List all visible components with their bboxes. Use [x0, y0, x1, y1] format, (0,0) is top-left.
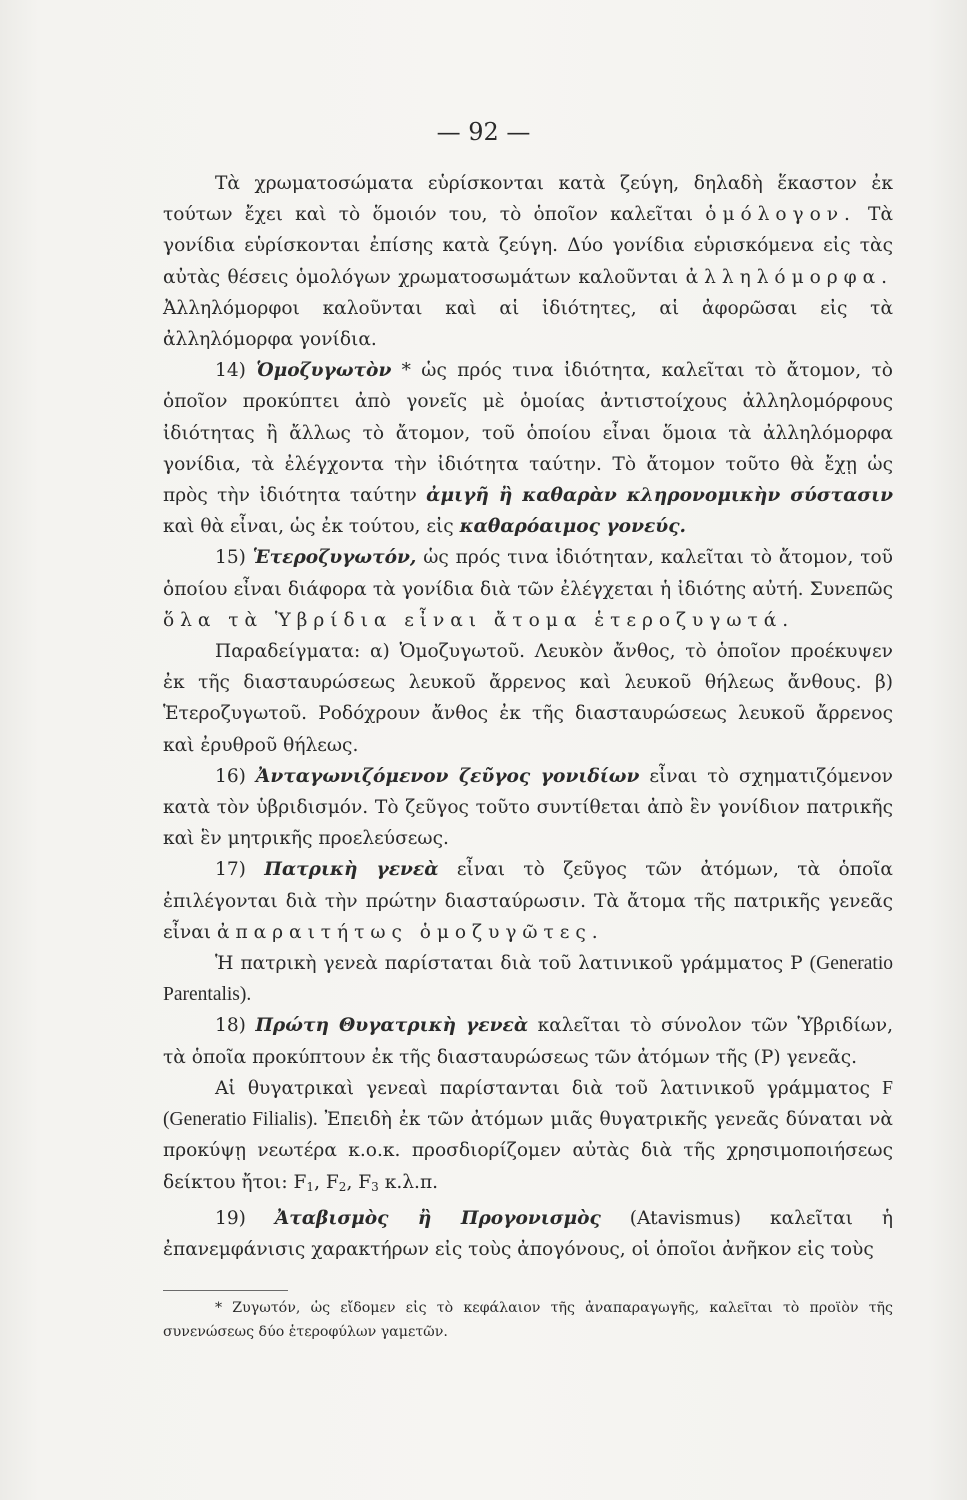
- text-run: , F: [314, 1171, 339, 1193]
- term-atavism: Ἀταβισμὸς ἢ Προγονισμὸς: [274, 1207, 601, 1229]
- text-run: κ.λ.π.: [378, 1171, 439, 1193]
- paragraph-19-atavism: [163, 1203, 893, 1265]
- subscript-index: 3: [371, 1179, 379, 1194]
- text-run: εἶναι τὸ ζεῦγος τῶν ἀτόμων, τὰ ὁποῖα ἐπιλέγονται διὰ τὴν πρώτην διασταύρωσιν. Τὰ ἄτομα τῆς πατρικῆς γενεᾶς εἶναι: [163, 859, 893, 943]
- paragraph-parental-symbol: [163, 948, 893, 1010]
- text-run: , F: [346, 1171, 372, 1193]
- paragraph-14-homozygous: [163, 355, 893, 542]
- term-pure-heredity: ἀμιγῆ ἢ καθαρὰν κληρονομικὴν σύστασιν: [426, 485, 893, 507]
- term-parental-generation: Πατρικὴ γενεὰ: [264, 859, 439, 881]
- term-heterozygous: Ἑτεροζυγωτόν,: [252, 547, 417, 569]
- text-run: * ὡς πρός τινα ἰδιότητα, καλεῖται τὸ ἄτομον, τὸ ὁποῖον προκύπτει ἀπὸ γονεῖς μὲ ὁμοίας ἀντιστοίχους ἀλληλομόρφους ἰδιότητας ἢ ἄλλως τὸ ἄτομον, τοῦ ὁποίου εἶναι ὅμοια τὰ ἀλληλόμορφα γονίδια, τὰ ἐλέγχοντα τὴν ἰδιότητα ταύτην. Τὸ ἄτομον τοῦτο θὰ ἔχῃ ὡς πρὸς τὴν ἰδιότητα ταύτην: [163, 360, 894, 507]
- item-number: 16): [215, 765, 256, 787]
- subscript-index: 1: [306, 1179, 315, 1194]
- text-run: Αἱ θυγατρικαὶ γενεαὶ παρίστανται διὰ τοῦ λατινικοῦ γράμματος: [215, 1077, 883, 1099]
- text-run: Ἡ πατρικὴ γενεὰ παρίσταται διὰ τοῦ λατινικοῦ γράμματος P: [215, 953, 810, 975]
- item-number: 18): [215, 1015, 256, 1037]
- text-run: Ἀλληλόμορφοι καλοῦνται καὶ αἱ ἰδιότητες, αἱ ἀφορῶσαι εἰς τὰ ἀλληλόμορφα γονίδια.: [163, 297, 893, 351]
- term-competing-gene-pair: Ἀνταγωνιζόμενον ζεῦγος γονιδίων: [255, 765, 640, 787]
- item-number: 19): [215, 1207, 275, 1229]
- paragraph-homologous: [163, 168, 893, 355]
- paragraph-filial-symbol: [163, 1073, 893, 1203]
- term-homozygous: Ὁμοζυγωτὸν: [256, 360, 392, 382]
- paragraph-18-first-filial: [163, 1010, 893, 1072]
- footnote: [163, 1296, 893, 1344]
- subscript-index: 2: [338, 1179, 347, 1194]
- text-run: Τὰ γονίδια εὑρίσκονται ἐπίσης κατὰ ζεύγη. Δύο γονίδια εὑρισκόμενα εἰς τὰς αὐτὰς θέσεις ὁμολόγων χρωματοσωμάτων καλοῦνται: [163, 204, 893, 288]
- paragraph-16-competing-pair: [163, 761, 893, 855]
- term-first-filial-generation: Πρώτη Θυγατρικὴ γενεὰ: [255, 1015, 529, 1037]
- spaced-term-allelomorph: ἀλληλόμορφα.: [685, 266, 893, 288]
- text-run: Ἐπειδὴ ἐκ τῶν ἀτόμων μιᾶς θυγατρικῆς γενεᾶς δύναται νὰ προκύψῃ νεωτέρα κ.ο.κ. προσδιορίζομεν αὐτὰς διὰ τῆς χρησιμοποιήσεως δείκτου ἤτοι: F: [163, 1109, 893, 1193]
- footnote-text: * Ζυγωτόν, ὡς εἴδομεν εἰς τὸ κεφάλαιον τῆς ἀναπαραγωγῆς, καλεῖται τὸ προϊὸν τῆς συνενώσεως δύο ἑτεροφύλων γαμετῶν.: [163, 1300, 893, 1340]
- item-number: 17): [215, 859, 265, 881]
- footnote-divider: [163, 1290, 288, 1291]
- body-text: [163, 168, 893, 1265]
- text-run: εἶναι τὸ σχηματιζόμενον κατὰ τὸν ὑβριδισμόν. Τὸ ζεῦγος τοῦτο συντίθεται ἀπὸ ἓν γονίδιον πατρικῆς καὶ ἓν μητρικῆς προελεύσεως.: [163, 765, 893, 850]
- latin-term-filialis: F (Generatio Filialis).: [163, 1077, 893, 1131]
- paragraph-examples: Παραδείγματα: α) Ὁμοζυγωτοῦ. Λευκὸν ἄνθος, τὸ ὁποῖον προέκυψεν ἐκ τῆς διασταυρώσεως λευκοῦ ἄρρενος καὶ λευκοῦ θήλεως ἄνθους. β) Ἑτεροζυγωτοῦ. Ροδόχρουν ἄνθος ἐκ τῆς διασταυρώσεως λευκοῦ ἄρρενος καὶ ἐρυθροῦ θήλεως.: [163, 641, 893, 756]
- latin-term-parentalis: (Generatio Parentalis).: [163, 953, 893, 1006]
- spaced-term-homologous: ὁμόλογον.: [705, 204, 856, 226]
- text-run: καλεῖται τὸ σύνολον τῶν Ὑβριδίων, τὰ ὁποῖα προκύπτουν ἐκ τῆς διασταυρώσεως τῶν ἀτόμων τῆς (P) γενεᾶς.: [163, 1015, 894, 1068]
- item-number: 14): [215, 360, 257, 382]
- spaced-statement-hybrids: ὅλα τὰ Ὑβρίδια εἶναι ἄτομα ἑτεροζυγωτά.: [163, 609, 795, 631]
- text-run: (Atavismus) καλεῖται ἡ ἐπανεμφάνισις χαρακτήρων εἰς τοὺς ἀπογόνους, οἱ ὁποῖοι ἀνῆκον εἰς τοὺς: [163, 1207, 893, 1260]
- text-run: καὶ θὰ εἶναι, ὡς ἐκ τούτου, εἰς: [163, 516, 460, 538]
- item-number: 15): [215, 547, 253, 569]
- spaced-term-homozygotes: ἀπαραιτήτως ὁμοζυγῶτες.: [216, 921, 604, 943]
- text-run: ὡς πρός τινα ἰδιότηταν, καλεῖται τὸ ἄτομον, τοῦ ὁποίου εἶναι διάφορα τὰ γονίδια διὰ τῶν ἐλέγχεται ἡ ἰδιότης αὐτή. Συνεπῶς: [163, 547, 893, 600]
- term-purebred-parent: καθαρόαιμος γονεύς.: [459, 516, 686, 538]
- paragraph-15-heterozygous: [163, 542, 893, 636]
- paragraph-17-parental-generation: [163, 854, 893, 948]
- text-run: Τὰ χρωματοσώματα εὑρίσκονται κατὰ ζεύγη, δηλαδὴ ἕκαστον ἐκ τούτων ἔχει καὶ τὸ ὅμοιόν του, τὸ ὁποῖον καλεῖται: [163, 173, 893, 226]
- page-number: — 92 —: [436, 118, 531, 146]
